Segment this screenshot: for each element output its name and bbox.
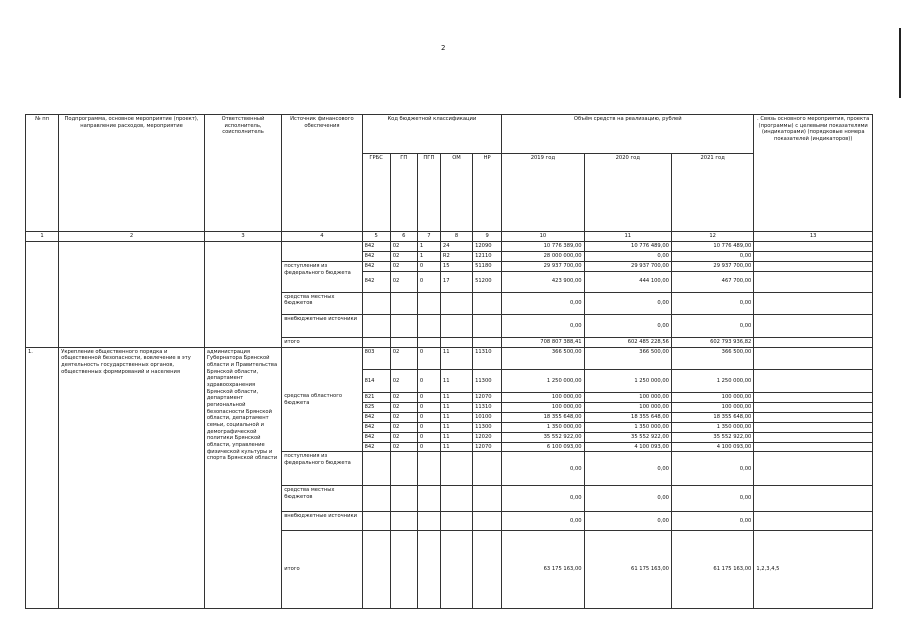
cell-pgp: 0 [417, 412, 440, 422]
cell-2019: 35 552 922,00 [502, 432, 584, 442]
cell-np: 12090 [473, 242, 502, 252]
cell-2020: 366 500,00 [584, 347, 671, 370]
cell-gp: 02 [390, 262, 417, 272]
colnum: 1 [26, 232, 59, 242]
cell-2019: 1 350 000,00 [502, 422, 584, 432]
cell-grbs: 842 [362, 252, 390, 262]
colnum: 12 [671, 232, 753, 242]
total-2019: 708 807 388,41 [502, 337, 584, 347]
cell-2020: 0,00 [584, 512, 671, 531]
header-volume: Объём средств на реализацию, рублей [502, 115, 754, 154]
cell-empty [440, 315, 472, 338]
cell-pgp: 1 [417, 242, 440, 252]
cell-2020: 100 000,00 [584, 402, 671, 412]
budget-table [25, 114, 873, 609]
cell-link [754, 452, 873, 486]
cell-empty [417, 452, 440, 486]
cell-np: 11300 [473, 370, 502, 393]
cell-2019: 18 355 648,00 [502, 412, 584, 422]
cell-empty [362, 452, 390, 486]
cell-np: 12110 [473, 252, 502, 262]
total-2020: 602 485 228,56 [584, 337, 671, 347]
cell-2021: 100 000,00 [671, 392, 753, 402]
cell-np: 11310 [473, 347, 502, 370]
header-source: Источник финансового обеспечения [282, 115, 362, 232]
cell-2020: 0,00 [584, 452, 671, 486]
cell-pgp: 1 [417, 252, 440, 262]
cell-2021: 29 937 700,00 [671, 262, 753, 272]
cell-2020: 18 355 648,00 [584, 412, 671, 422]
cell-empty [417, 530, 440, 608]
cell-empty [473, 486, 502, 512]
header-2020: 2020 год [584, 154, 671, 232]
cell-2020: 35 552 922,00 [584, 432, 671, 442]
colnum: 9 [473, 232, 502, 242]
cell-2021: 0,00 [671, 512, 753, 531]
cell-2020: 10 776 489,00 [584, 242, 671, 252]
source-extra: внебюджетные источники [282, 512, 362, 531]
cell-empty [440, 292, 472, 315]
cell-empty [440, 486, 472, 512]
cell-gp: 02 [390, 402, 417, 412]
cell-2019: 1 250 000,00 [502, 370, 584, 393]
cell-2021: 1 350 000,00 [671, 422, 753, 432]
cell-grbs: 814 [362, 370, 390, 393]
cell-pgp: 0 [417, 370, 440, 393]
cell-2020: 100 000,00 [584, 392, 671, 402]
colnum: 7 [417, 232, 440, 242]
cell-grbs: 842 [362, 271, 390, 292]
cell-2021: 1 250 000,00 [671, 370, 753, 393]
cell-empty [440, 337, 472, 347]
cell-empty [440, 530, 472, 608]
colnum: 2 [59, 232, 205, 242]
cell-np: 11300 [473, 422, 502, 432]
table-row [26, 242, 873, 252]
header-link: . Связь основного мероприятия, проекта (программы) с целевыми показателями (индикаторами) (порядковые номера показателей (индикаторов)) [754, 115, 873, 232]
cell-empty [473, 512, 502, 531]
cell-empty [362, 292, 390, 315]
cell-om: 11 [440, 392, 472, 402]
cell-2021: 366 500,00 [671, 347, 753, 370]
cell-link [754, 412, 873, 422]
cell-empty [473, 292, 502, 315]
cell-link [754, 442, 873, 452]
cell-empty [362, 530, 390, 608]
total-2019: 63 175 163,00 [502, 530, 584, 608]
cell-2020: 0,00 [584, 252, 671, 262]
cell-np: 10100 [473, 412, 502, 422]
cell-2019: 0,00 [502, 512, 584, 531]
cell-gp: 02 [390, 271, 417, 292]
cell-np: 12070 [473, 442, 502, 452]
cell-empty [417, 486, 440, 512]
cell-om: 17 [440, 271, 472, 292]
cell-grbs: 842 [362, 432, 390, 442]
source-federal: поступления из федерального бюджета [282, 262, 362, 292]
item-number: 1. [26, 347, 59, 608]
cell-pgp: 0 [417, 422, 440, 432]
header-executor: Ответственный исполнитель, соисполнитель [204, 115, 281, 232]
cell-2020: 4 100 093,00 [584, 442, 671, 452]
cell-np: 51180 [473, 262, 502, 272]
header-row [26, 115, 873, 154]
cell-2021: 0,00 [671, 292, 753, 315]
cell-pgp: 0 [417, 347, 440, 370]
cell-pgp: 0 [417, 402, 440, 412]
cell-link [754, 486, 873, 512]
cell-2021: 100 000,00 [671, 402, 753, 412]
cell-empty [362, 512, 390, 531]
cell-empty [282, 242, 362, 262]
column-number-row [26, 232, 873, 242]
cell-2019: 100 000,00 [502, 392, 584, 402]
cell-pgp: 0 [417, 432, 440, 442]
cell-2020: 444 100,00 [584, 271, 671, 292]
cell-2021: 0,00 [671, 486, 753, 512]
cell-link [754, 512, 873, 531]
cell-2020: 0,00 [584, 315, 671, 338]
cell-grbs: 803 [362, 347, 390, 370]
cell-empty [390, 452, 417, 486]
cell-link [754, 432, 873, 442]
header-2021: 2021 год [671, 154, 753, 232]
cell-om: 11 [440, 402, 472, 412]
cell-empty [362, 486, 390, 512]
cell-link [754, 262, 873, 272]
cell-2019: 10 776 389,00 [502, 242, 584, 252]
total-label: итого [282, 337, 362, 347]
cell-empty [59, 242, 205, 348]
cell-2019: 28 000 000,00 [502, 252, 584, 262]
cell-empty [26, 242, 59, 348]
cell-om: 11 [440, 347, 472, 370]
header-2019: 2019 год [502, 154, 584, 232]
cell-om: 11 [440, 432, 472, 442]
cell-grbs: 821 [362, 392, 390, 402]
source-regional: средства областного бюджета [282, 347, 362, 452]
cell-gp: 02 [390, 422, 417, 432]
header-om: ОМ [440, 154, 472, 232]
cell-grbs: 825 [362, 402, 390, 412]
cell-2019: 100 000,00 [502, 402, 584, 412]
cell-link [754, 271, 873, 292]
cell-2020: 1 350 000,00 [584, 422, 671, 432]
cell-grbs: 842 [362, 262, 390, 272]
cell-pgp: 0 [417, 271, 440, 292]
cell-empty [440, 452, 472, 486]
cell-om: 11 [440, 412, 472, 422]
measure-name: Укрепление общественного порядка и общественной безопасности, вовлечение в эту деятельность государственных органов, общественных формирований и населения [59, 347, 205, 608]
cell-np: 12070 [473, 392, 502, 402]
cell-np: 12020 [473, 432, 502, 442]
cell-pgp: 0 [417, 262, 440, 272]
header-num: № пп [26, 115, 59, 232]
cell-empty [390, 512, 417, 531]
cell-empty [362, 337, 390, 347]
cell-gp: 02 [390, 242, 417, 252]
total-2021: 61 175 163,00 [671, 530, 753, 608]
cell-2019: 366 500,00 [502, 347, 584, 370]
table-row [26, 347, 873, 370]
cell-2019: 0,00 [502, 315, 584, 338]
cell-empty [473, 452, 502, 486]
cell-2021: 10 776 489,00 [671, 242, 753, 252]
cell-2021: 467 700,00 [671, 271, 753, 292]
cell-2019: 0,00 [502, 486, 584, 512]
total-2020: 61 175 163,00 [584, 530, 671, 608]
header-program: Подпрограмма, основное мероприятие (проект), направление расходов, мероприятие [59, 115, 205, 232]
cell-gp: 02 [390, 347, 417, 370]
cell-empty [390, 315, 417, 338]
cell-empty [390, 292, 417, 315]
cell-2019: 0,00 [502, 292, 584, 315]
cell-2021: 0,00 [671, 315, 753, 338]
colnum: 3 [204, 232, 281, 242]
cell-2020: 29 937 700,00 [584, 262, 671, 272]
cell-link [754, 337, 873, 347]
cell-grbs: 842 [362, 412, 390, 422]
cell-om: 11 [440, 442, 472, 452]
cell-empty [417, 337, 440, 347]
cell-2019: 0,00 [502, 452, 584, 486]
source-local: средства местных бюджетов [282, 292, 362, 315]
total-label: итого [282, 530, 362, 608]
cell-2021: 35 552 922,00 [671, 432, 753, 442]
header-gp: ГП [390, 154, 417, 232]
cell-gp: 02 [390, 392, 417, 402]
cell-2019: 6 100 093,00 [502, 442, 584, 452]
cell-empty [204, 242, 281, 348]
cell-grbs: 842 [362, 242, 390, 252]
cell-link [754, 370, 873, 393]
cell-link [754, 347, 873, 370]
cell-empty [440, 512, 472, 531]
cell-gp: 02 [390, 252, 417, 262]
cell-gp: 02 [390, 432, 417, 442]
colnum: 13 [754, 232, 873, 242]
header-np: НР [473, 154, 502, 232]
cell-empty [417, 315, 440, 338]
cell-empty [417, 292, 440, 315]
executor-list: администрация Губернатора Брянской области и Правительства Брянской области, департамент здравоохранения Брянской области, департамент региональной безопасности Брянской области, департамент семьи, социальной и демографической политики Брянской области, управление физической культуры и спорта Брянской области [204, 347, 281, 608]
cell-pgp: 0 [417, 442, 440, 452]
indicator-link: 1,2,3,4,5 [754, 530, 873, 608]
cell-2020: 1 250 000,00 [584, 370, 671, 393]
cell-link [754, 252, 873, 262]
cell-pgp: 0 [417, 392, 440, 402]
cell-link [754, 315, 873, 338]
cell-2021: 0,00 [671, 452, 753, 486]
cell-link [754, 242, 873, 252]
cell-empty [390, 530, 417, 608]
source-federal: поступления из федерального бюджета [282, 452, 362, 486]
cell-2020: 0,00 [584, 292, 671, 315]
header-kbk: Код бюджетной классификации [362, 115, 502, 154]
cell-om: 11 [440, 422, 472, 432]
cell-link [754, 422, 873, 432]
cell-grbs: 842 [362, 442, 390, 452]
colnum: 5 [362, 232, 390, 242]
cell-2019: 423 900,00 [502, 271, 584, 292]
cell-2020: 0,00 [584, 486, 671, 512]
cell-empty [390, 337, 417, 347]
cell-np: 11310 [473, 402, 502, 412]
cell-gp: 02 [390, 442, 417, 452]
source-extra: внебюджетные источники [282, 315, 362, 338]
cell-om: R2 [440, 252, 472, 262]
cell-2021: 0,00 [671, 252, 753, 262]
cell-2021: 4 100 093,00 [671, 442, 753, 452]
colnum: 6 [390, 232, 417, 242]
cell-2019: 29 937 700,00 [502, 262, 584, 272]
total-2021: 602 793 936,82 [671, 337, 753, 347]
colnum: 8 [440, 232, 472, 242]
cell-link [754, 392, 873, 402]
cell-om: 11 [440, 370, 472, 393]
cell-empty [473, 315, 502, 338]
cell-empty [417, 512, 440, 531]
cell-empty [473, 530, 502, 608]
cell-om: 15 [440, 262, 472, 272]
cell-empty [390, 486, 417, 512]
colnum: 4 [282, 232, 362, 242]
cell-om: 24 [440, 242, 472, 252]
cell-empty [473, 337, 502, 347]
page-number: 2 [441, 44, 446, 52]
scan-edge-line [899, 28, 901, 98]
cell-gp: 02 [390, 412, 417, 422]
colnum: 11 [584, 232, 671, 242]
cell-gp: 02 [390, 370, 417, 393]
header-pgp: ПГП [417, 154, 440, 232]
cell-grbs: 842 [362, 422, 390, 432]
cell-2021: 18 355 648,00 [671, 412, 753, 422]
cell-link [754, 402, 873, 412]
header-grbs: ГРБС [362, 154, 390, 232]
cell-link [754, 292, 873, 315]
colnum: 10 [502, 232, 584, 242]
cell-empty [362, 315, 390, 338]
source-local: средства местных бюджетов [282, 486, 362, 512]
cell-np: 51200 [473, 271, 502, 292]
